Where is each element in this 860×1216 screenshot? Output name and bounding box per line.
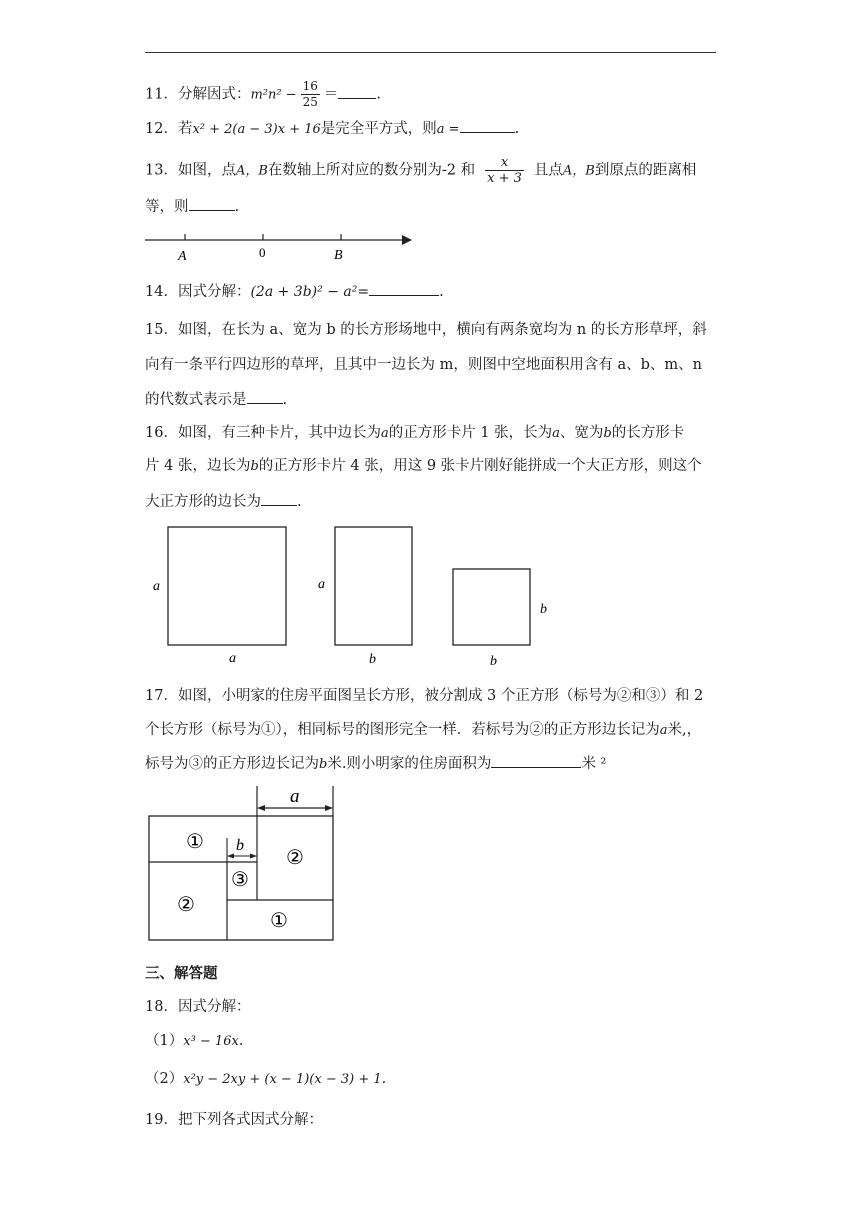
- region-1-bottom: ①: [270, 910, 288, 932]
- card-3-bottom-label: b: [490, 654, 497, 669]
- math-variable: a: [380, 426, 389, 441]
- question-text: 等，则: [145, 199, 189, 215]
- dim-a-label: a: [290, 786, 300, 807]
- question-text: 是完全平方式，则: [320, 121, 437, 137]
- question-text: 的正方形卡片 1 张，长为: [388, 425, 553, 441]
- question-17-line-2: [145, 720, 701, 741]
- question-text: 如图，点: [177, 162, 236, 179]
- question-text: 个长方形（标号为①），相同标号的图形完全一样．若标号为②的正方形边长记为: [145, 722, 660, 738]
- period: .: [297, 494, 302, 510]
- number-line-figure: [140, 226, 420, 266]
- card-2-bottom-label: b: [369, 652, 376, 667]
- answer-blank: [491, 753, 581, 768]
- card-1-side-label: a: [153, 579, 160, 594]
- question-text: 到原点的距离相: [594, 162, 697, 179]
- question-text: 的正方形卡片 4 张，用这 9 张卡片刚好能拼成一个大正方形，则这个: [258, 458, 702, 474]
- question-number: 13．: [145, 162, 178, 179]
- label-a: A: [178, 249, 187, 264]
- answer-blank: [338, 84, 376, 99]
- math-variable: b: [319, 757, 328, 772]
- question-15-line-3: [145, 389, 287, 410]
- question-text: 标号为③的正方形边长记为: [145, 756, 319, 772]
- arrow-left-icon: [257, 805, 265, 811]
- period: .: [282, 392, 288, 408]
- label-b: B: [334, 248, 343, 263]
- label-0: 0: [259, 245, 266, 260]
- question-number: 19．: [145, 1112, 178, 1128]
- part-label: （1）: [145, 1033, 184, 1049]
- region-3: ③: [231, 869, 249, 891]
- card-square-b: [453, 569, 530, 645]
- question-text: 且点: [533, 162, 563, 179]
- region-2-left: ②: [177, 894, 195, 916]
- question-number: 16．: [145, 425, 178, 441]
- card-1-bottom-label: a: [229, 651, 236, 666]
- math-expression: x³ − 16x: [183, 1034, 239, 1049]
- card-square-a: [168, 527, 286, 645]
- math-expression: x²y − 2xy + (x − 1)(x − 3) + 1: [183, 1072, 382, 1087]
- math-variable: a: [552, 426, 560, 441]
- question-18: [145, 997, 250, 1017]
- answer-blank: [189, 196, 235, 211]
- math-expression: x² + 2(a − 3)x + 16: [192, 122, 321, 137]
- question-text: 如图，在长为 a、宽为 b 的长方形场地中，横向有两条宽均为 n 的长方形草坪，斜: [177, 322, 707, 338]
- question-19: [145, 1110, 323, 1130]
- math-expression: (2a + 3b)² − a²=: [250, 284, 370, 300]
- question-text: 米,，: [667, 722, 702, 738]
- cards-figure: [145, 520, 565, 672]
- question-text: 在数轴上所对应的数分别为-2 和: [267, 162, 476, 179]
- math-variable: b: [250, 459, 259, 474]
- question-number: 18．: [145, 999, 178, 1015]
- period: .: [376, 86, 381, 103]
- fraction-denominator: 25: [302, 95, 318, 109]
- question-text: 把下列各式因式分解：: [177, 1112, 323, 1128]
- fraction-numerator: 16: [302, 79, 318, 93]
- question-text: 向有一条平行四边形的草坪，且其中一边长为 m，则图中空地面积用含有 a、b、m、n: [145, 357, 702, 373]
- section-title: 三、解答题: [145, 966, 218, 982]
- fraction: [301, 79, 320, 110]
- question-16-line-2: [145, 456, 702, 477]
- question-16-line-1: [145, 423, 684, 444]
- question-18-part-2: [145, 1069, 386, 1090]
- question-13-line-1: [145, 155, 696, 186]
- period: .: [381, 1071, 387, 1087]
- math-variable: A，B: [562, 163, 595, 179]
- answer-blank: [247, 389, 283, 404]
- question-18-part-1: [145, 1031, 243, 1052]
- answer-blank: [261, 491, 297, 506]
- dim-b-label: b: [236, 837, 244, 854]
- arrow-head-icon: [402, 235, 412, 245]
- card-rectangle-ab: [335, 527, 412, 645]
- question-text: 如图，有三种卡片，其中边长为: [177, 425, 381, 441]
- card-3-side-label: b: [540, 602, 547, 617]
- question-text: 的长方形卡: [611, 425, 685, 441]
- region-1-top: ①: [186, 831, 204, 853]
- question-text: 若: [177, 121, 193, 137]
- period: .: [439, 284, 444, 300]
- period: .: [234, 199, 240, 215]
- question-text: 因式分解：: [177, 284, 251, 300]
- question-17-line-1: [145, 686, 703, 706]
- fraction-numerator: x: [485, 155, 524, 171]
- math-variable: a =: [436, 122, 460, 137]
- question-text: 如图，小明家的住房平面图呈长方形，被分割成 3 个正方形（标号为②和③）和 2: [177, 688, 704, 704]
- question-14: [145, 281, 444, 302]
- header-rule: [145, 52, 716, 53]
- question-12: [145, 118, 519, 140]
- period: .: [514, 121, 520, 137]
- question-text: 大正方形的边长为: [145, 494, 261, 510]
- part-label: （2）: [145, 1071, 184, 1087]
- question-text: 因式分解：: [177, 999, 251, 1015]
- math-variable: b: [603, 426, 612, 441]
- question-16-line-3: [145, 491, 302, 512]
- question-number: 11．: [145, 86, 178, 103]
- question-text: 、宽为: [559, 425, 604, 441]
- arrow-right-icon: [325, 805, 333, 811]
- question-11: [145, 79, 381, 110]
- question-number: 15．: [145, 322, 178, 338]
- question-number: 12．: [145, 121, 178, 137]
- question-text: 的代数式表示是: [145, 392, 247, 408]
- fraction-denominator: x + 3: [487, 171, 522, 186]
- math-variable: a: [659, 723, 668, 738]
- answer-blank: [369, 281, 439, 296]
- answer-blank: [460, 118, 515, 133]
- region-2-right: ②: [286, 847, 304, 869]
- question-text: 米 ²: [581, 756, 607, 772]
- question-text: 米.则小明家的住房面积为: [327, 756, 492, 772]
- card-2-side-label: a: [318, 577, 325, 592]
- arrow-right-icon: [250, 854, 257, 859]
- arrow-left-icon: [227, 854, 234, 859]
- fraction: [485, 155, 524, 186]
- question-number: 14．: [145, 284, 178, 300]
- period: .: [238, 1033, 244, 1049]
- question-text: 片 4 张，边长为: [145, 458, 251, 474]
- math-expression: m²n² −: [250, 87, 297, 103]
- floor-plan-figure: [140, 780, 350, 946]
- question-15-line-1: [145, 320, 707, 340]
- equals-sign: ＝: [323, 86, 339, 103]
- question-13-line-2: [145, 196, 239, 217]
- question-17-line-3: [145, 753, 606, 775]
- question-15-line-2: [145, 355, 702, 375]
- math-variable: A，B: [235, 163, 268, 179]
- question-text: 分解因式：: [177, 86, 251, 103]
- question-number: 17．: [145, 688, 178, 704]
